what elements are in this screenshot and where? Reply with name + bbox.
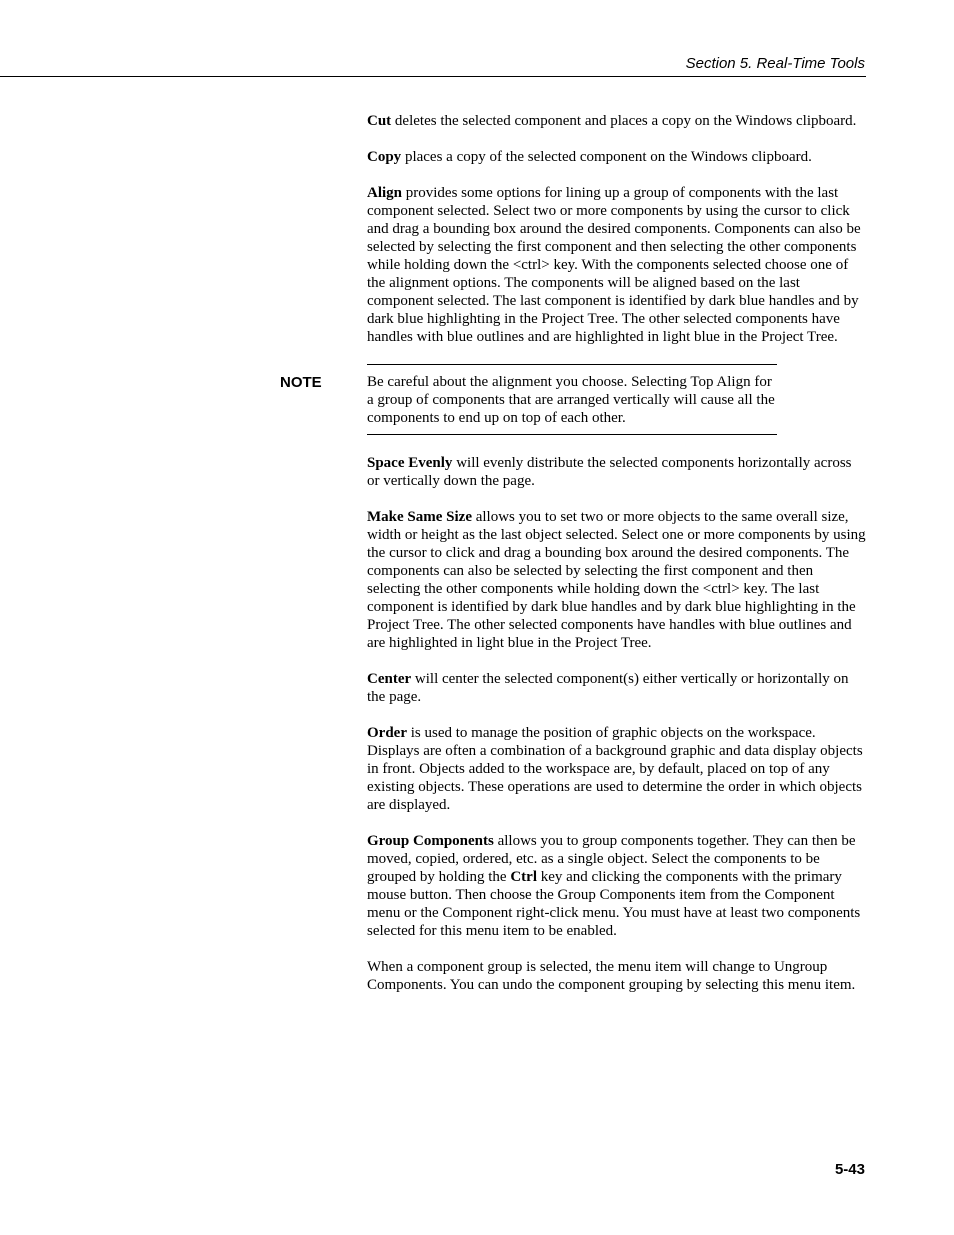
- term-make-same-size: Make Same Size: [367, 509, 472, 525]
- header-rule: [0, 76, 866, 77]
- main-content: [280, 112, 867, 1012]
- paragraph-order: [367, 724, 867, 814]
- text-copy: places a copy of the selected component on the Windows clipboard.: [401, 149, 812, 165]
- text-group-components-after: key and clicking the components with the primary mouse button. Then choose the Group Components item from the Component menu or the Component right-click menu. You must have at least two components selected for this menu item to be enabled.: [367, 869, 861, 939]
- paragraph-cut: [367, 112, 867, 130]
- text-space-evenly: will evenly distribute the selected components horizontally across or vertically down the page.: [367, 455, 852, 489]
- paragraph-align: [367, 184, 867, 346]
- text-order: is used to manage the position of graphic objects on the workspace. Displays are often a combination of a background graphic and data display objects in front. Objects added to the workspace are, by default, placed on top of any existing objects. These operations are used to determine the order in which objects are displayed.: [367, 725, 863, 813]
- note-block: [280, 364, 777, 435]
- note-label: NOTE: [280, 374, 322, 391]
- text-cut: deletes the selected component and places a copy on the Windows clipboard.: [391, 113, 857, 129]
- term-center: Center: [367, 671, 412, 687]
- paragraph-center: [367, 670, 867, 706]
- text-ungroup: When a component group is selected, the menu item will change to Ungroup Components. You can undo the component grouping by selecting this menu item.: [367, 959, 856, 993]
- paragraph-copy: [367, 148, 867, 166]
- paragraph-make-same-size: [367, 508, 867, 652]
- paragraph-group-components: [367, 832, 867, 940]
- term-align: Align: [367, 185, 403, 201]
- term-group-components: Group Components: [367, 833, 494, 849]
- text-align: provides some options for lining up a group of components with the last component selected. Select two or more components by using the cursor to click and drag a bounding box around the desired components. Components can also be selected by selecting the first component and then selecting the other components while holding down the <ctrl> key. With the components selected choose one of the alignment options. The components will be aligned based on the last component selected. The last component is identified by dark blue handles and by dark blue highlighting in the Project Tree. The other selected components have handles with blue outlines and are highlighted in light blue in the Project Tree.: [367, 185, 861, 345]
- term-cut: Cut: [367, 113, 392, 129]
- note-text: Be careful about the alignment you choose. Selecting Top Align for a group of components that are arranged vertically will cause all the components to end up on top of each other.: [367, 374, 775, 426]
- running-header: Section 5. Real-Time Tools: [685, 55, 865, 72]
- text-group-components-before: allows you to group components together. They can then be moved, copied, ordered, etc. as a single object. Select the components to be grouped by holding the: [367, 833, 856, 885]
- term-ctrl-key: Ctrl: [510, 869, 537, 885]
- page-number: 5-43: [834, 1161, 865, 1178]
- paragraph-ungroup: [367, 958, 867, 994]
- text-center: will center the selected component(s) either vertically or horizontally on the page.: [367, 671, 849, 705]
- text-make-same-size: allows you to set two or more objects to the same overall size, width or height as the last object selected. Select one or more components by using the cursor to click and drag a bounding box around the desired components. The components can also be selected by selecting the first component and then selecting the other components while holding down the <ctrl> key. The last component is identified by dark blue handles and by dark blue highlighting in the Project Tree. The other selected components have handles with blue outlines and are highlighted in light blue in the Project Tree.: [367, 509, 866, 651]
- term-order: Order: [367, 725, 407, 741]
- term-copy: Copy: [367, 149, 402, 165]
- term-space-evenly: Space Evenly: [367, 455, 453, 471]
- paragraph-space-evenly: [367, 454, 867, 490]
